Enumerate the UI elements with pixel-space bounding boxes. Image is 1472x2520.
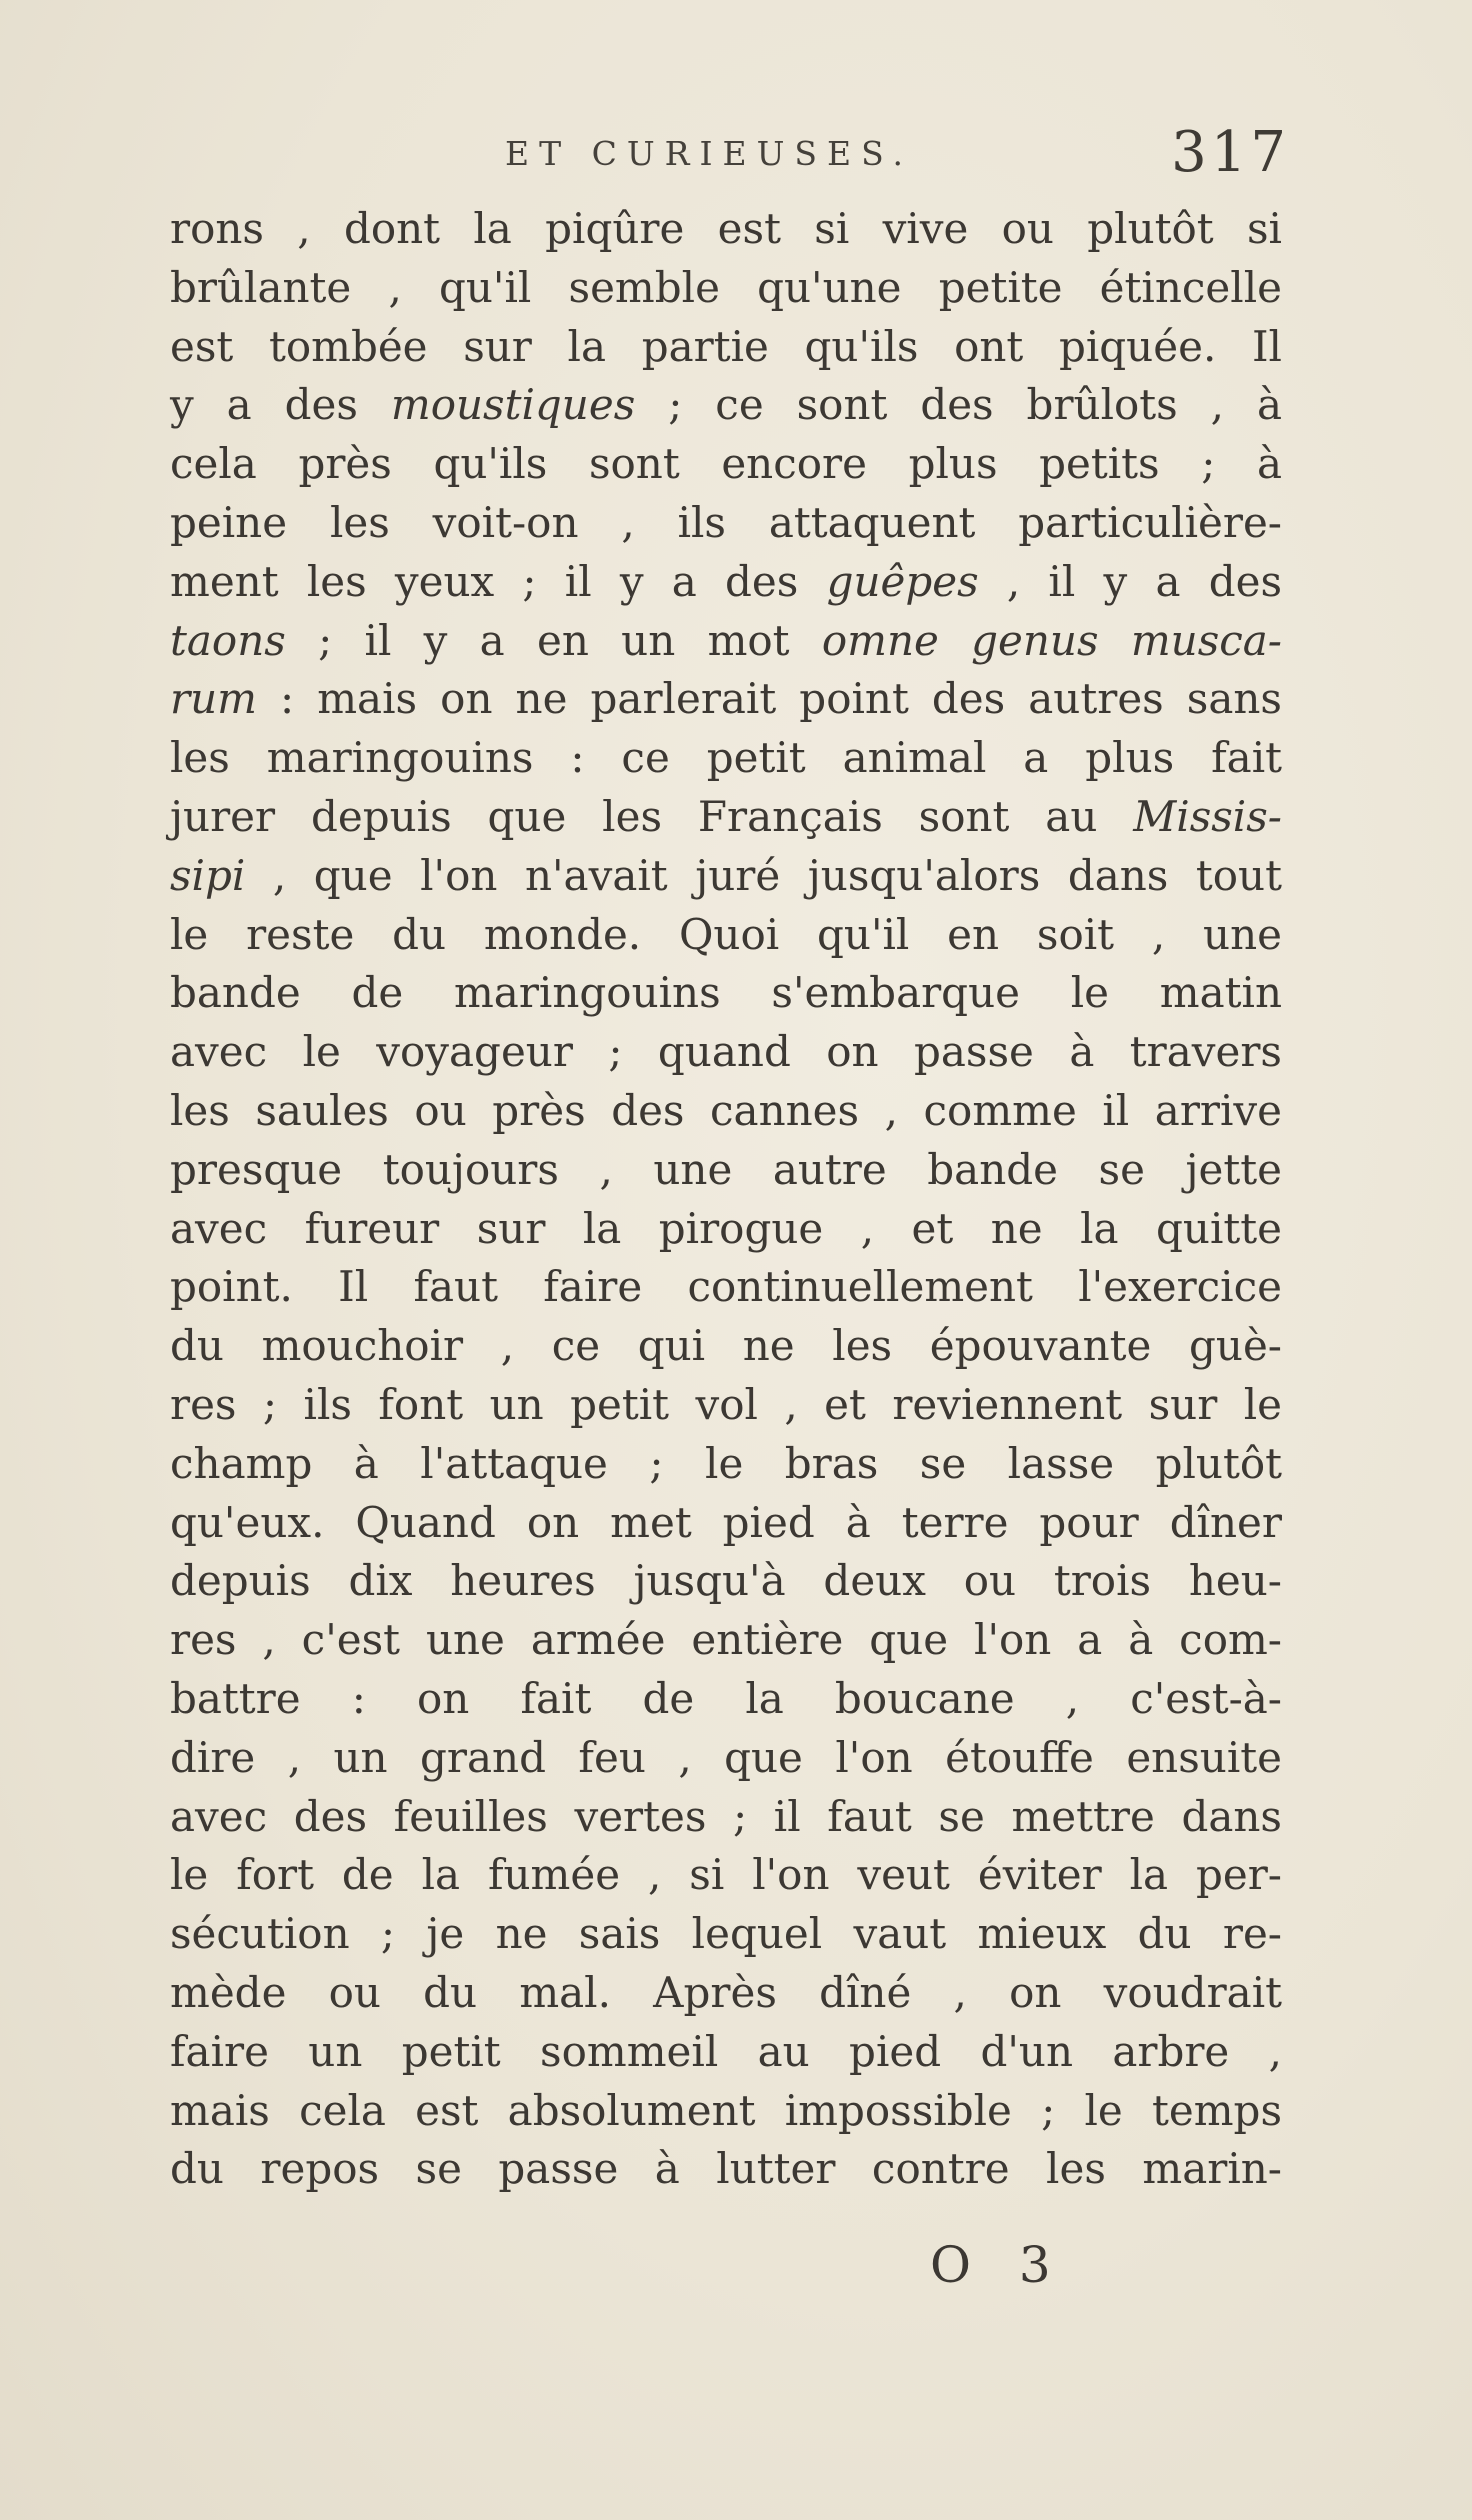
text-segment: dire , un grand feu , que l'on étouffe ensuite <box>170 1732 1282 1782</box>
text-line <box>170 1552 1282 1611</box>
text-line <box>170 435 1282 494</box>
text-segment: les saules ou près des cannes , comme il arrive <box>170 1085 1282 1135</box>
page-header <box>180 120 1290 188</box>
text-segment: avec des feuilles vertes ; il faut se mettre dans <box>170 1791 1282 1841</box>
text-line <box>170 2082 1282 2141</box>
text-segment: avec le voyageur ; quand on passe à travers <box>170 1027 1282 1077</box>
text-line <box>170 1729 1282 1788</box>
text-segment: ment les yeux ; il y a des <box>170 556 827 606</box>
text-line <box>170 1082 1282 1141</box>
italic-segment: sipi <box>170 850 246 900</box>
text-line <box>170 1846 1282 1905</box>
text-segment: battre : on fait de la boucane , c'est-à- <box>170 1673 1282 1723</box>
page-number: 317 <box>1171 120 1290 185</box>
text-line <box>170 1258 1282 1317</box>
text-line <box>170 494 1282 553</box>
text-line <box>170 1376 1282 1435</box>
text-line <box>170 1964 1282 2023</box>
text-line <box>170 1611 1282 1670</box>
text-segment: jurer depuis que les Français sont au <box>170 791 1134 841</box>
text-segment: mède ou du mal. Après dîné , on voudrait <box>170 1967 1282 2017</box>
text-segment: les maringouins : ce petit animal a plus fait <box>170 733 1282 783</box>
text-segment: ; il y a en un mot <box>285 615 822 665</box>
text-line <box>170 1317 1282 1376</box>
text-segment: bande de maringouins s'embarque le matin <box>170 968 1282 1018</box>
italic-segment: rum <box>170 674 257 724</box>
text-segment: sécution ; je ne sais lequel vaut mieux du re- <box>170 1909 1282 1959</box>
text-line <box>170 1200 1282 1259</box>
text-line <box>170 1788 1282 1847</box>
text-line <box>170 906 1282 965</box>
italic-segment: taons <box>170 615 286 665</box>
text-segment: brûlante , qu'il semble qu'une petite étincelle <box>170 262 1282 312</box>
text-segment: le fort de la fumée , si l'on veut éviter la per- <box>170 1850 1282 1900</box>
text-segment: point. Il faut faire continuellement l'exercice <box>170 1262 1282 1312</box>
text-line <box>170 729 1282 788</box>
text-segment: res ; ils font un petit vol , et reviennent sur le <box>170 1379 1282 1429</box>
text-line <box>170 553 1282 612</box>
text-segment: , il y a des <box>978 556 1283 606</box>
text-segment: avec fureur sur la pirogue , et ne la quitte <box>170 1203 1282 1253</box>
text-segment: qu'eux. Quand on met pied à terre pour dîner <box>170 1497 1282 1547</box>
text-segment: peine les voit-on , ils attaquent particulière- <box>170 497 1282 547</box>
text-line <box>170 318 1282 377</box>
signature-mark: O 3 <box>930 2236 1067 2294</box>
text-segment: presque toujours , une autre bande se jette <box>170 1144 1282 1194</box>
text-segment: depuis dix heures jusqu'à deux ou trois heu- <box>170 1556 1282 1606</box>
text-line <box>170 670 1282 729</box>
body-text <box>170 200 1282 2199</box>
text-segment: cela près qu'ils sont encore plus petits ; à <box>170 439 1282 489</box>
text-line <box>170 1905 1282 1964</box>
text-segment: y a des <box>170 380 391 430</box>
text-segment: est tombée sur la partie qu'ils ont piquée. Il <box>170 321 1282 371</box>
text-segment: rons , dont la piqûre est si vive ou plutôt si <box>170 204 1282 253</box>
text-segment: res , c'est une armée entière que l'on a à com- <box>170 1615 1282 1665</box>
italic-segment: moustiques <box>390 380 636 430</box>
text-line <box>170 1494 1282 1553</box>
text-segment: mais cela est absolument impossible ; le temps <box>170 2085 1282 2135</box>
text-line <box>170 788 1282 847</box>
text-segment: ; ce sont des brûlots , à <box>635 380 1282 430</box>
text-line <box>170 847 1282 906</box>
text-segment: faire un petit sommeil au pied d'un arbre , <box>170 2026 1282 2076</box>
text-segment: le reste du monde. Quoi qu'il en soit , une <box>170 909 1282 959</box>
text-line <box>170 259 1282 318</box>
italic-segment: omne genus musca- <box>821 615 1282 665</box>
text-line <box>170 2140 1282 2199</box>
text-line <box>170 2023 1282 2082</box>
text-segment: du mouchoir , ce qui ne les épouvante guè- <box>170 1321 1282 1371</box>
text-line <box>170 376 1282 435</box>
text-segment: champ à l'attaque ; le bras se lasse plutôt <box>170 1438 1282 1488</box>
text-segment: , que l'on n'avait juré jusqu'alors dans tout <box>245 850 1282 900</box>
running-head: ET CURIEUSES. <box>505 134 914 173</box>
text-segment: du repos se passe à lutter contre les marin- <box>170 2144 1282 2194</box>
text-line <box>170 1435 1282 1494</box>
text-line <box>170 1670 1282 1729</box>
italic-segment: Missis- <box>1133 791 1282 841</box>
text-line <box>170 612 1282 671</box>
italic-segment: guêpes <box>826 556 979 606</box>
text-line <box>170 964 1282 1023</box>
text-line <box>170 1023 1282 1082</box>
text-line <box>170 1141 1282 1200</box>
text-line <box>170 200 1282 259</box>
text-segment: : mais on ne parlerait point des autres sans <box>256 674 1282 724</box>
